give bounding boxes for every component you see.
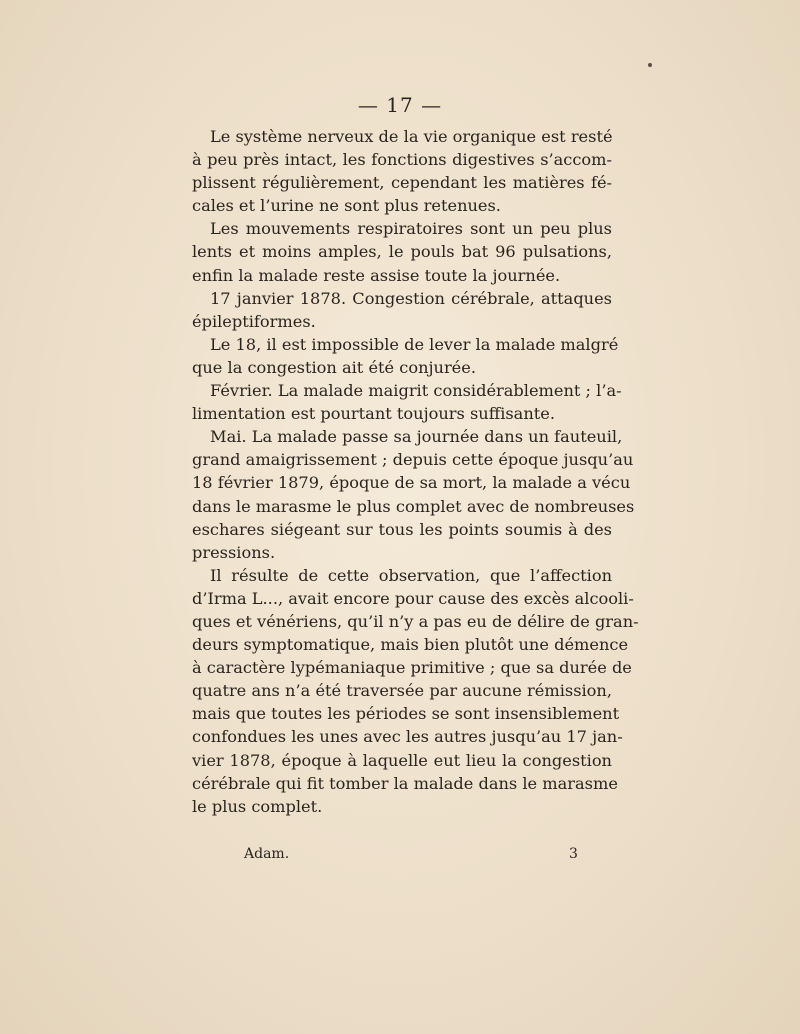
text-line: eschares siégeant sur tous les points soumis à des <box>192 519 612 539</box>
text-line: 17 janvier 1878. Congestion cérébrale, attaques <box>210 288 612 308</box>
footer-signature-mark: 3 <box>569 846 578 862</box>
text-line: dans le marasme le plus complet avec de nombreuses <box>192 496 635 516</box>
text-line: cales et l’urine ne sont plus retenues. <box>192 196 501 216</box>
text-line: Le système nerveux de la vie organique est resté <box>210 127 613 146</box>
ink-speck <box>648 63 652 67</box>
footer-author: Adam. <box>244 846 290 862</box>
text-line: vier 1878, époque à laquelle eut lieu la congestion <box>192 750 612 770</box>
text-line: confondues les unes avec les autres jusqu’au 17 jan- <box>192 727 623 747</box>
text-line: épileptiformes. <box>192 311 316 331</box>
text-line: deurs symptomatique, mais bien plutôt une démence <box>192 635 629 655</box>
text-line: Le 18, il est impossible de lever la malade malgré <box>210 334 619 354</box>
text-line: 18 février 1879, époque de sa mort, la malade a vécu <box>192 473 631 493</box>
text-line: lents et moins amples, le pouls bat 96 pulsations, <box>192 242 612 262</box>
text-line: quatre ans n’a été traversée par aucune rémission, <box>192 681 612 701</box>
text-line: le plus complet. <box>192 796 323 816</box>
text-line: enfin la malade reste assise toute la journée. <box>192 265 561 285</box>
text-line: cérébrale qui fit tomber la malade dans le marasme <box>192 773 618 793</box>
text-line: à caractère lypémaniaque primitive ; que sa durée de <box>192 658 632 678</box>
text-line: ques et vénériens, qu’il n’y a pas eu de délire de gran- <box>192 611 639 631</box>
text-line: mais que toutes les périodes se sont insensiblement <box>192 704 620 724</box>
text-line: grand amaigrissement ; depuis cette époque jusqu’au <box>192 450 634 470</box>
text-line: pressions. <box>192 542 276 562</box>
text-line: plissent régulièrement, cependant les matières fé- <box>192 173 612 193</box>
page-number: — 17 — <box>357 93 443 117</box>
text-line: limentation est pourtant toujours suffisante. <box>192 404 555 424</box>
text-line: à peu près intact, les fonctions digestives s’accom- <box>192 150 612 170</box>
text-line: Les mouvements respiratoires sont un peu plus <box>210 219 612 239</box>
text-line: Mai. La malade passe sa journée dans un fauteuil, <box>210 427 623 447</box>
text-line: d’Irma L..., avait encore pour cause des excès alcooli- <box>192 588 634 608</box>
text-line: que la congestion ait été conjurée. <box>192 357 476 377</box>
text-line: Il résulte de cette observation, que l’affection <box>210 565 612 585</box>
text-line: Février. La malade maigrit considérablement ; l’a- <box>210 381 622 401</box>
body-text <box>192 125 639 818</box>
